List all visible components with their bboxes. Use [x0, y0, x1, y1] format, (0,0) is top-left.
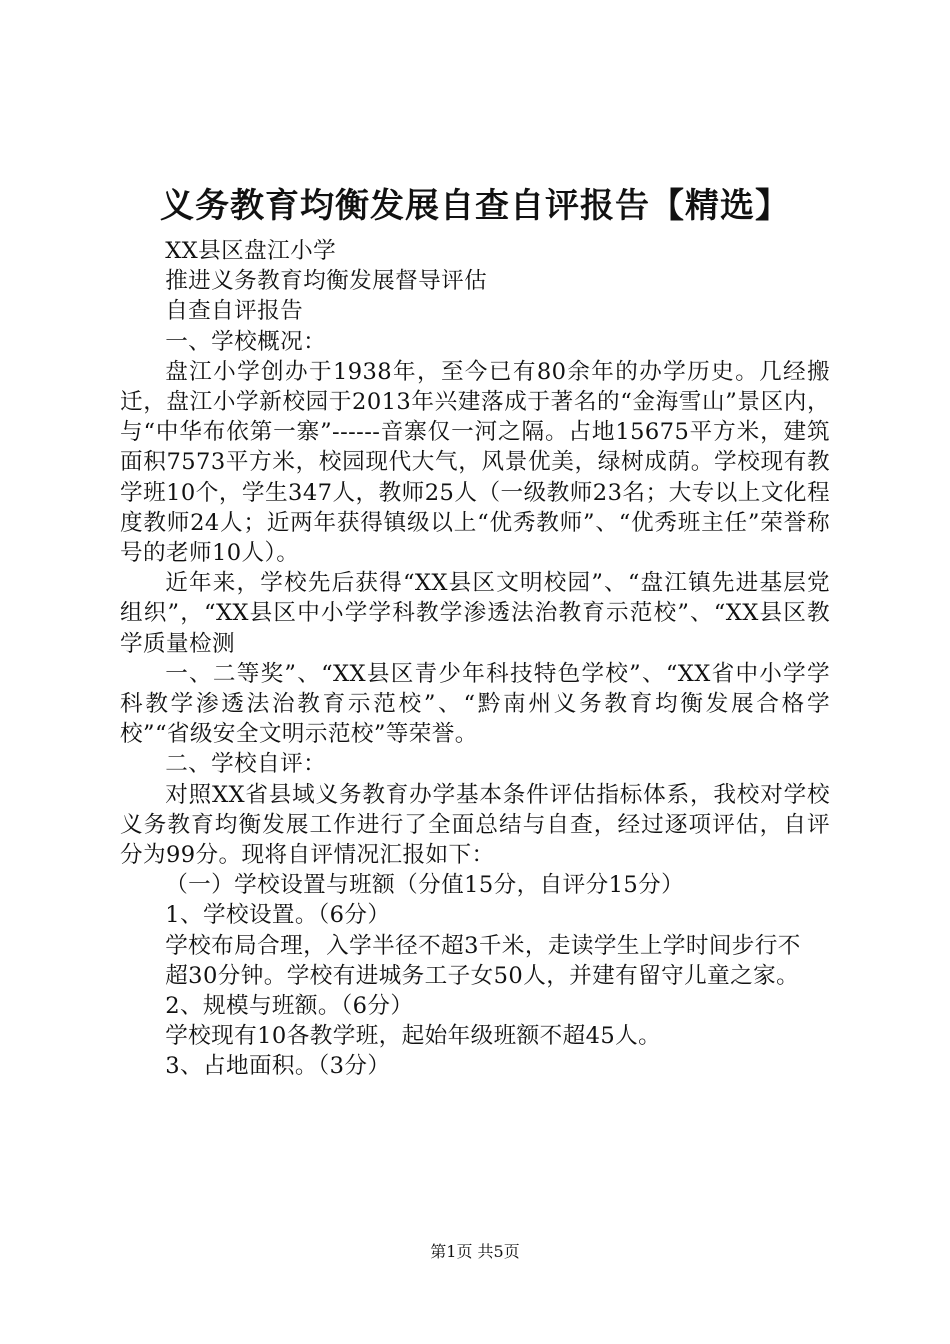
- paragraph-report-name: 自查自评报告: [165, 298, 304, 325]
- page-footer: 第1页 共5页: [430, 1242, 520, 1261]
- document-body: [120, 236, 830, 1082]
- section-heading-overview: 一、学校概况：: [165, 328, 327, 355]
- paragraph-honors-1: 近年来，学校先后获得“XX县区文明校园”、“盘江镇先进基层党组织”，“XX县区中小学学科教学渗透法治教育示范校”、“XX县区教学质量检测: [120, 570, 830, 657]
- paragraph-layout-1: 学校布局合理，入学半径不超3千米，走读学生上学时间步行不: [165, 932, 801, 959]
- subsection-heading-setup: （一）学校设置与班额（分值15分，自评分15分）: [165, 872, 685, 899]
- paragraph-overview: 盘江小学创办于1938年，至今已有80余年的办学历史。几经搬迁，盘江小学新校园于2013年兴建落成于著名的“金海雪山”景区内，与“中华布依第一寨”------音寨仅一河之隔。占地15675平方米，建筑面积7573平方米，校园现代大气，风景优美，绿树成荫。学校现有教学班10个，学生347人，教师25人（一级教师23名；大专以上文化程度教师24人；近两年获得镇级以上“优秀教师”、“优秀班主任”荣誉称号的老师10人）。: [120, 358, 830, 567]
- paragraph-honors-2: 一、二等奖”、“XX县区青少年科技特色学校”、“XX省中小学学科教学渗透法治教育示范校”、“黔南州义务教育均衡发展合格学校”“省级安全文明示范校”等荣誉。: [120, 660, 830, 748]
- item-heading-class-size: 2、规模与班额。（6分）: [165, 993, 414, 1020]
- document-title: 义务教育均衡发展自查自评报告【精选】: [160, 186, 790, 226]
- paragraph-class-size: 学校现有10各教学班，起始年级班额不超45人。: [165, 1023, 662, 1050]
- paragraph-self-eval: 对照XX省县域义务教育办学基本条件评估指标体系，我校对学校义务教育均衡发展工作进行了全面总结与自查，经过逐项评估，自评分为99分。现将自评情况汇报如下：: [120, 781, 830, 869]
- paragraph-subtitle: 推进义务教育均衡发展督导评估: [165, 268, 488, 295]
- item-heading-land-area: 3、占地面积。（3分）: [165, 1053, 391, 1080]
- section-heading-self-eval: 二、学校自评：: [165, 751, 327, 778]
- paragraph-school-name: XX县区盘江小学: [165, 238, 337, 264]
- item-heading-school-setup: 1、学校设置。（6分）: [165, 902, 391, 929]
- paragraph-layout-2: 超30分钟。学校有进城务工子女50人，并建有留守儿童之家。: [165, 962, 800, 989]
